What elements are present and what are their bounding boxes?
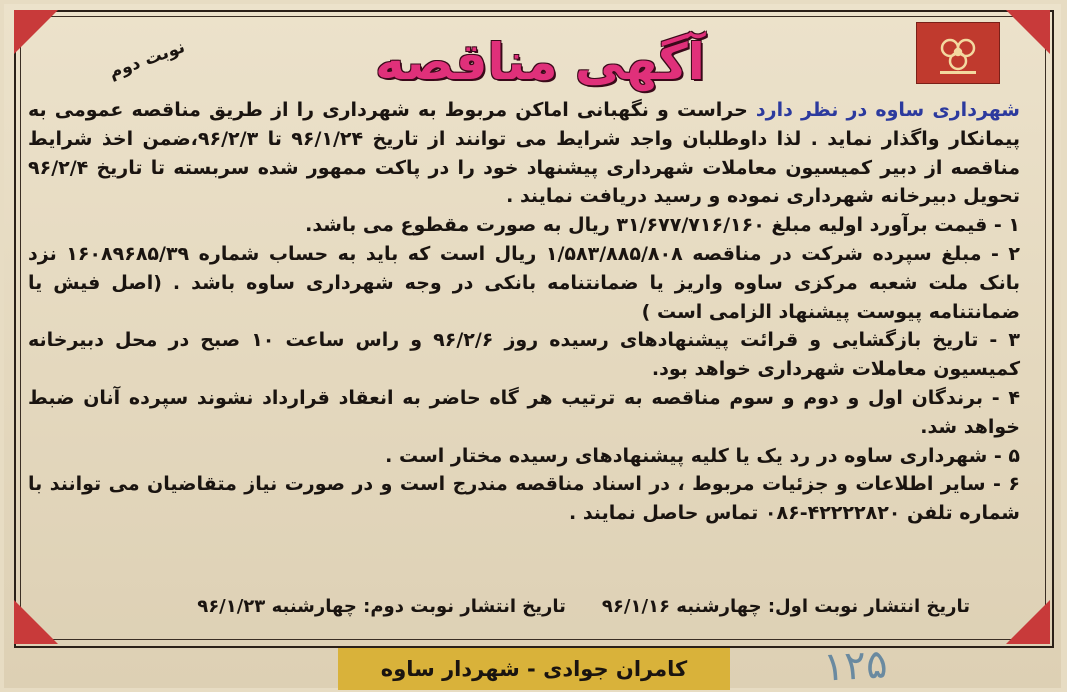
ad-title: آگهی مناقصه <box>375 33 705 91</box>
condition-item: ۱ - قیمت برآورد اولیه مبلغ ۳۱/۶۷۷/۷۱۶/۱۶۰ ریال به صورت مقطوع می باشد. <box>305 214 1020 237</box>
condition-item: ۶ - سایر اطلاعات و جزئیات مربوط ، در اسناد مناقصه مندرج است و در صورت نیاز متقاضیان می توانند با شماره تلفن ۴۲۲۲۲۸۲۰-۰۸۶ تماس حاصل نمایند . <box>28 473 1020 525</box>
handwritten-number <box>800 642 910 690</box>
corner-ornament-bottom-right <box>1006 600 1050 644</box>
intro-rest: حراست و نگهبانی اماکن مربوط به شهرداری را از طریق مناقصه عمومی به پیمانکار واگذار نماید . لذا داوطلبان واجد شرایط می توانند از تاریخ ۹۶/۱/۲۴ تا ۹۶/۲/۳،ضمن اخذ شرایط مناقصه از دبیر کمیسیون معاملات شهرداری پیشنهاد خود را در پاکت ممهور شده سربسته تا تاریخ ۹۶/۲/۴ تحویل دبیرخانه شهرداری نموده و رسید دریافت نمایند . <box>28 99 1020 208</box>
corner-ornament-top-right <box>1006 10 1050 54</box>
corner-ornament-top-left <box>14 10 58 54</box>
intro-paragraph <box>28 96 1020 211</box>
corner-ornament-bottom-left <box>14 600 58 644</box>
ad-body <box>28 96 1020 528</box>
round-label: نوبت دوم <box>106 37 188 83</box>
publish-dates <box>90 596 970 617</box>
signature-text: کامران جوادی - شهردار ساوه <box>380 657 688 681</box>
condition-item: ۵ - شهرداری ساوه در رد یک یا کلیه پیشنهادهای رسیده مختار است . <box>385 444 1020 467</box>
condition-item: ۳ - تاریخ بازگشایی و قرائت پیشنهادهای رسیده روز ۹۶/۲/۶ و راس ساعت ۱۰ صبح در محل دبیرخانه کمیسیون معاملات شهرداری خواهد بود. <box>28 329 1020 381</box>
ad-title-wrap <box>375 22 705 102</box>
signature-bar <box>338 648 730 690</box>
publish-date-first: تاریخ انتشار نوبت اول: چهارشنبه ۹۶/۱/۱۶ <box>601 596 970 617</box>
municipality-logo-icon <box>916 22 1000 84</box>
condition-item: ۲ - مبلغ سپرده شرکت در مناقصه ۱/۵۸۳/۸۸۵/۸۰۸ ریال است که باید به حساب شماره ۱۶۰۸۹۶۸۵/۳۹ نزد بانک ملت شعبه مرکزی ساوه واریز یا ضمانتنامه بانکی در وجه شهرداری ساوه باشد . (اصل فیش یا ضمانتنامه پیوست پیشنهاد الزامی است ) <box>28 242 1020 323</box>
publish-date-second: تاریخ انتشار نوبت دوم: چهارشنبه ۹۶/۱/۲۳ <box>197 596 566 617</box>
handwritten-number-text: ۱۲۵ <box>821 641 889 691</box>
intro-lead: شهرداری ساوه در نظر دارد <box>755 99 1020 121</box>
condition-item: ۴ - برندگان اول و دوم و سوم مناقصه به ترتیب هر گاه حاضر به انعقاد قرارداد نشوند سپرده آنان ضبط خواهد شد. <box>28 386 1020 438</box>
